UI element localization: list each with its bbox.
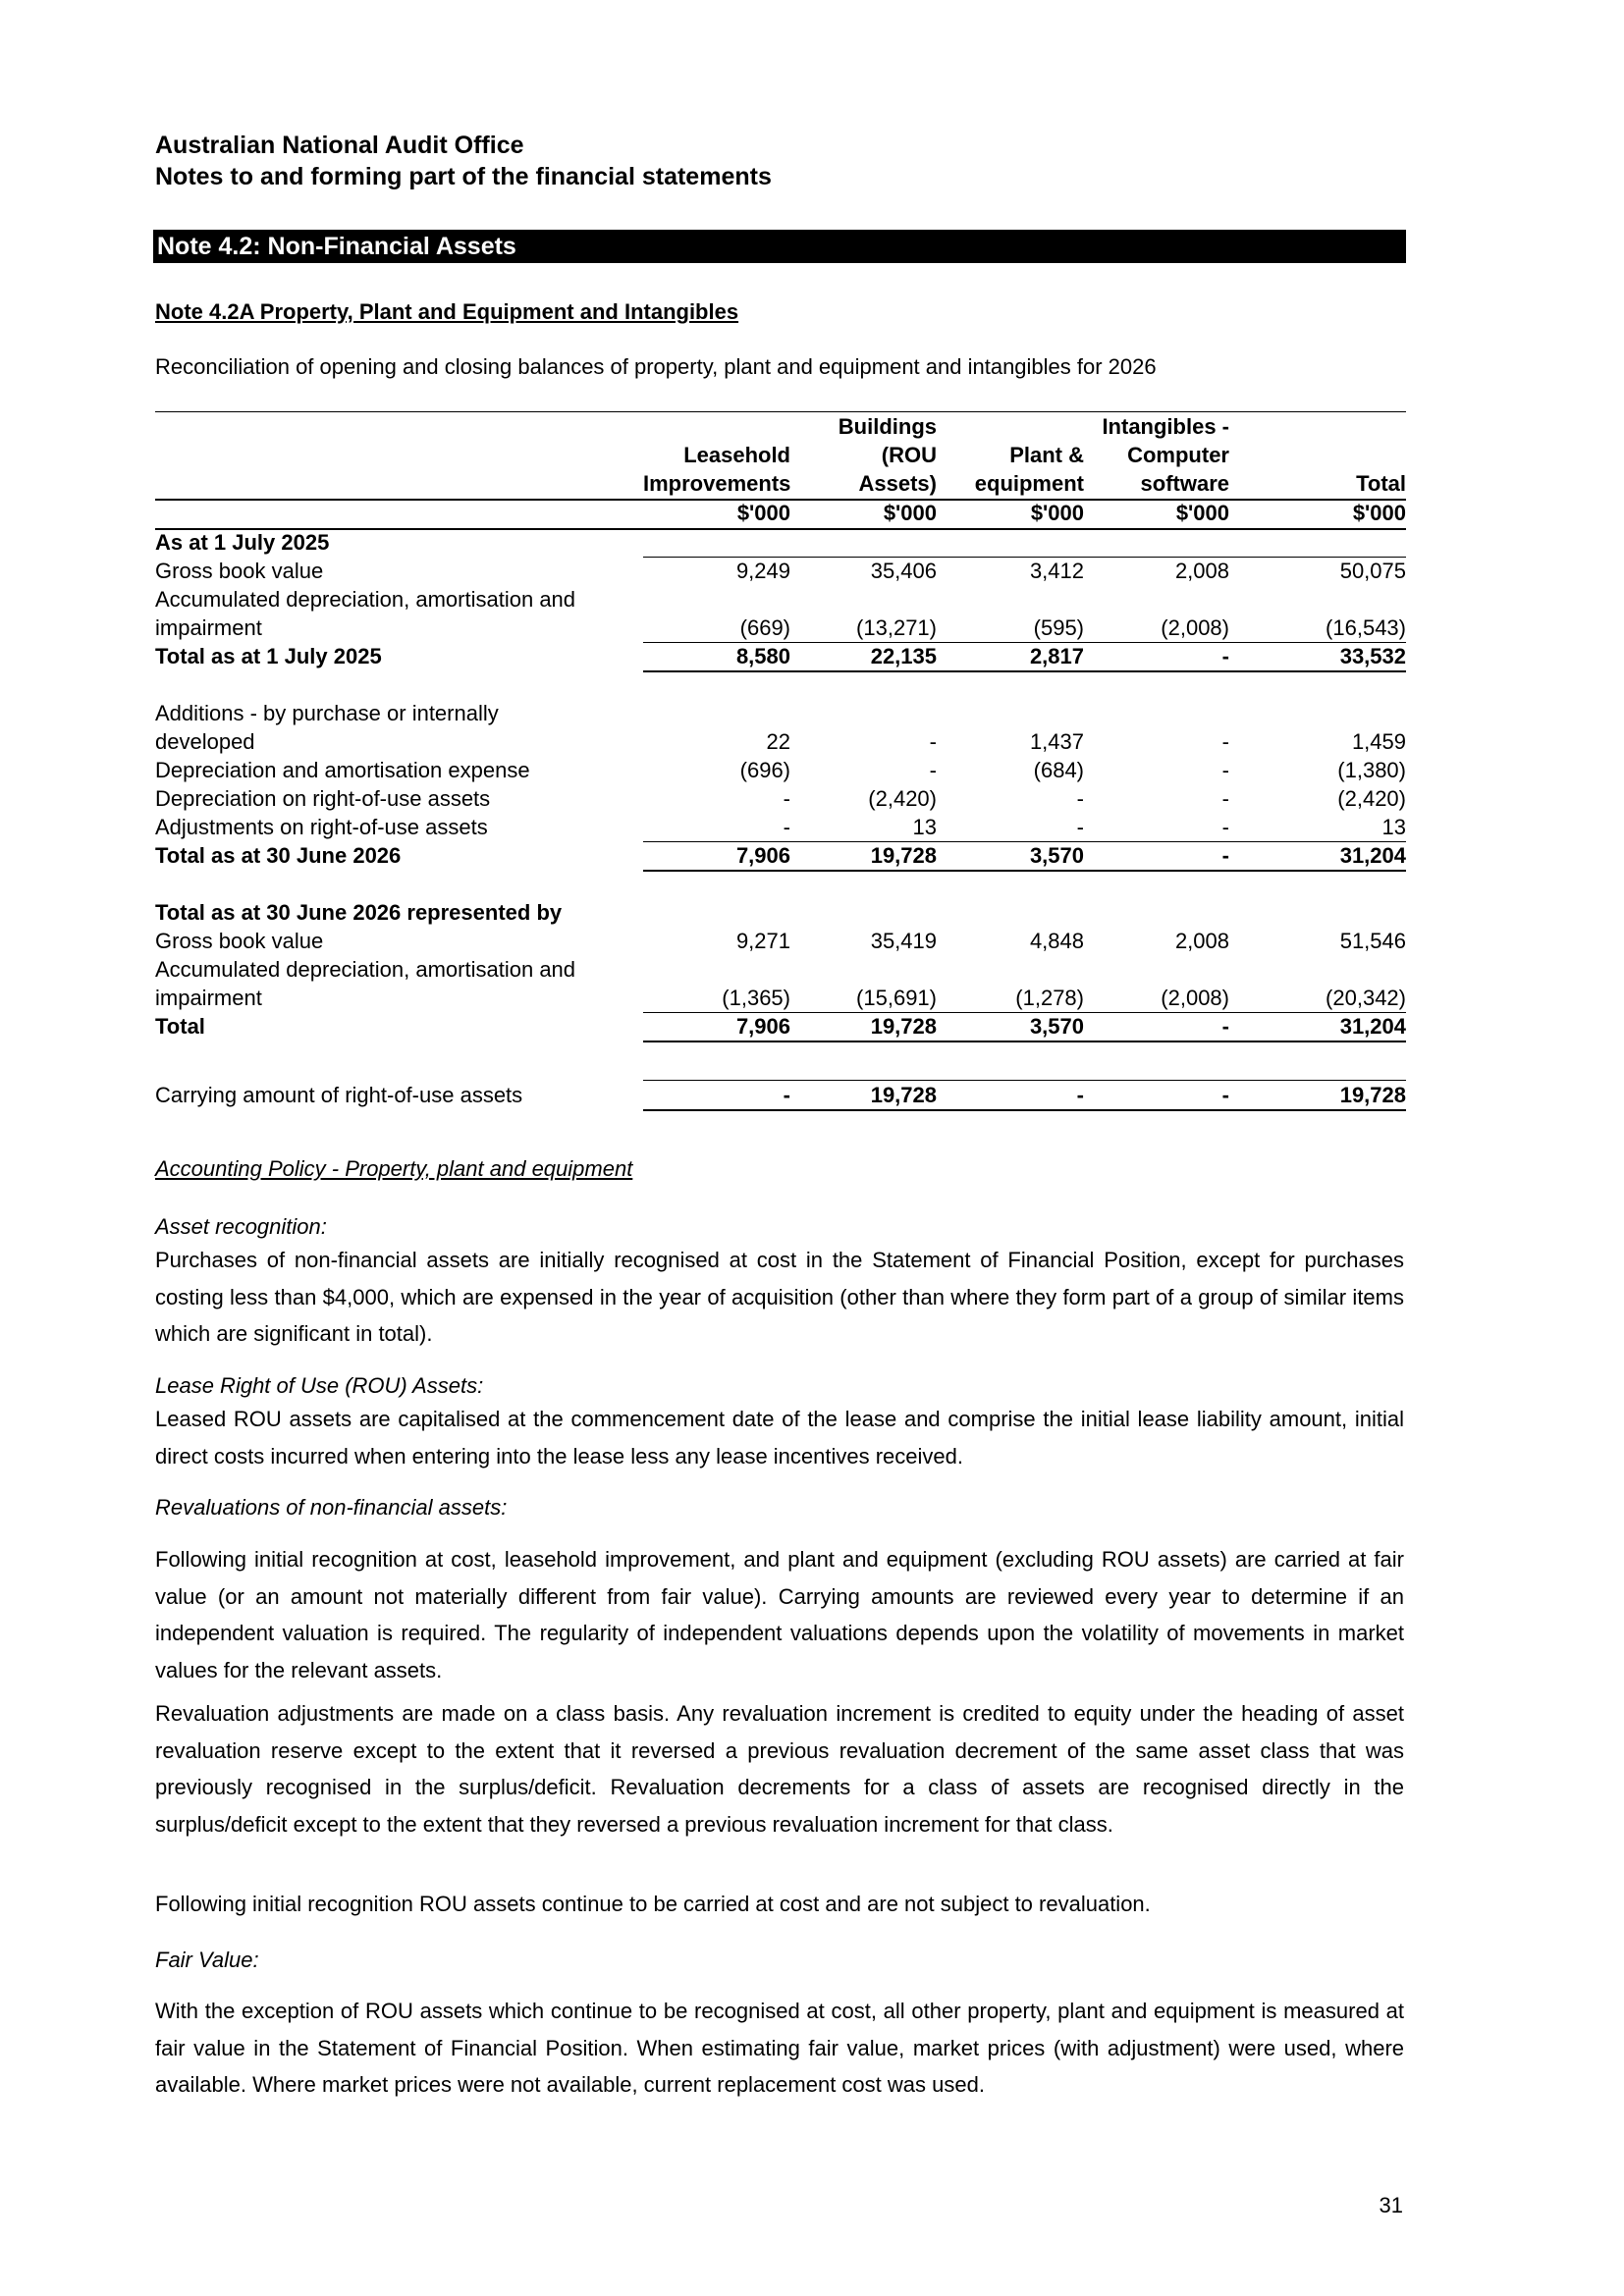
table-cell: 2,008 xyxy=(1174,559,1229,583)
page-number: 31 xyxy=(1379,2193,1403,2217)
table-cell: 35,406 xyxy=(870,559,937,583)
table-cell: (1,365) xyxy=(722,986,790,1010)
column-header-row xyxy=(155,412,1406,441)
table-cell: 2,008 xyxy=(1174,929,1229,953)
table-row xyxy=(155,727,1406,756)
table-cell: 9,271 xyxy=(735,929,790,953)
table-row xyxy=(155,614,1406,642)
table-cell: (20,342) xyxy=(1326,986,1406,1010)
section-title-closing: Total as at 30 June 2026 represented by xyxy=(155,900,563,925)
row-label: Total as at 30 June 2026 xyxy=(155,843,402,868)
intro-text: Reconciliation of opening and closing balances of property, plant and equipment and intangibles for 2026 xyxy=(155,354,1157,379)
column-header-row xyxy=(155,469,1406,498)
table-cell: - xyxy=(1221,1014,1229,1039)
table-row xyxy=(155,813,1406,841)
col-header-intangibles-2: Computer xyxy=(1127,443,1229,467)
row-label: Additions - by purchase or internally xyxy=(155,701,499,725)
col-header-plant-2: Plant & xyxy=(1009,443,1084,467)
table-cell: 19,728 xyxy=(870,843,937,868)
asset-recognition-paragraph: Purchases of non-financial assets are initially recognised at cost in the Statement of Financial Position, except for purchases costing less than $4,000, which are expensed in the year of acquisition (other than where they form part of a group of similar items which are significant in total). xyxy=(155,1248,1404,1346)
table-cell: 3,570 xyxy=(1029,1014,1084,1039)
col-header-intangibles-3: software xyxy=(1140,471,1229,496)
table-cell: 4,848 xyxy=(1029,929,1084,953)
asset-recognition-heading: Asset recognition: xyxy=(155,1214,327,1239)
row-label: developed xyxy=(155,729,255,754)
table-cell: 22,135 xyxy=(870,644,937,668)
col-header-buildings-1: Buildings xyxy=(838,414,937,439)
table-cell: - xyxy=(1221,843,1229,868)
row-label: Accumulated depreciation, amortisation and xyxy=(155,957,576,982)
table-cell: 19,728 xyxy=(870,1014,937,1039)
table-total-row xyxy=(155,841,1406,870)
total-rule xyxy=(643,1109,1406,1111)
fair-value-paragraph: With the exception of ROU assets which continue to be recognised at cost, all other property, plant and equipment is measured at fair value in the Statement of Financial Position. When estimating fair value, market prices (with adjustment) were used, where available. Where market prices were not available, current replacement cost was used. xyxy=(155,1999,1404,2097)
document-subtitle: Notes to and forming part of the financial statements xyxy=(155,163,772,190)
section-title-opening: As at 1 July 2025 xyxy=(155,530,330,555)
table-cell: (595) xyxy=(1033,615,1084,640)
table-cell: 2,817 xyxy=(1029,644,1084,668)
table-cell: 7,906 xyxy=(735,843,790,868)
table-cell: - xyxy=(1221,815,1229,839)
revaluations-paragraph-1: Following initial recognition at cost, leasehold improvement, and plant and equipment (excluding ROU assets) are carried at fair value (or an amount not materially different from fair value). Carrying amounts are reviewed every year to determine if an independent valuation is required. The regularity of independent valuations depends upon the volatility of movements in market values for the relevant assets. xyxy=(155,1547,1404,1682)
table-cell: (1,278) xyxy=(1015,986,1084,1010)
table-cell: - xyxy=(1076,1083,1084,1107)
row-label: Depreciation on right-of-use assets xyxy=(155,786,491,811)
table-cell: (2,008) xyxy=(1161,615,1229,640)
total-rule xyxy=(643,1041,1406,1042)
table-cell: (13,271) xyxy=(856,615,937,640)
table-cell: 22 xyxy=(766,729,790,754)
table-cell: 33,532 xyxy=(1339,644,1406,668)
table-section-title xyxy=(155,528,1406,557)
table-row xyxy=(155,557,1406,585)
table-section-title xyxy=(155,898,1406,927)
table-row xyxy=(155,585,1406,614)
table-cell: - xyxy=(929,729,937,754)
table-cell: - xyxy=(1221,758,1229,782)
table-cell: (2,008) xyxy=(1161,986,1229,1010)
table-cell: 51,546 xyxy=(1339,929,1406,953)
table-cell: - xyxy=(783,1083,790,1107)
table-cell: 13 xyxy=(1381,815,1406,839)
table-row xyxy=(155,756,1406,784)
col-header-buildings-3: Assets) xyxy=(858,471,937,496)
unit-cell: $'000 xyxy=(736,501,790,525)
table-cell: (1,380) xyxy=(1337,758,1406,782)
table-cell: 13 xyxy=(912,815,937,839)
table-row xyxy=(155,699,1406,727)
table-cell: 1,437 xyxy=(1029,729,1084,754)
column-header-row xyxy=(155,441,1406,469)
table-cell: - xyxy=(1221,644,1229,668)
table-cell: 3,412 xyxy=(1029,559,1084,583)
col-header-intangibles-1: Intangibles - xyxy=(1102,414,1229,439)
note-banner: Note 4.2: Non-Financial Assets xyxy=(153,230,1406,263)
row-label: Accumulated depreciation, amortisation and xyxy=(155,587,576,612)
table-cell: (669) xyxy=(739,615,790,640)
table-cell: 19,728 xyxy=(870,1083,937,1107)
table-cell: 31,204 xyxy=(1339,843,1406,868)
table-total-row xyxy=(155,1012,1406,1041)
table-cell: 35,419 xyxy=(870,929,937,953)
revaluations-heading: Revaluations of non-financial assets: xyxy=(155,1495,508,1520)
table-cell: 3,570 xyxy=(1029,843,1084,868)
col-header-total-3: Total xyxy=(1356,471,1406,496)
units-row xyxy=(155,499,1406,527)
unit-cell: $'000 xyxy=(1352,501,1406,525)
col-header-buildings-2: (ROU xyxy=(881,443,937,467)
table-total-row xyxy=(155,642,1406,670)
table-cell: (16,543) xyxy=(1326,615,1406,640)
table-cell: - xyxy=(1076,786,1084,811)
col-header-leasehold-3: Improvements xyxy=(643,471,791,496)
table-cell: 8,580 xyxy=(735,644,790,668)
col-header-leasehold-2: Leasehold xyxy=(683,443,790,467)
row-label: Total as at 1 July 2025 xyxy=(155,644,382,668)
table-row xyxy=(155,984,1406,1012)
row-label: Carrying amount of right-of-use assets xyxy=(155,1083,523,1107)
row-label: Gross book value xyxy=(155,559,324,583)
table-row xyxy=(155,784,1406,813)
organisation-name: Australian National Audit Office xyxy=(155,132,524,159)
table-cell: (2,420) xyxy=(868,786,937,811)
table-cell: - xyxy=(1221,1083,1229,1107)
table-row xyxy=(155,1081,1406,1109)
table-cell: (684) xyxy=(1033,758,1084,782)
table-cell: - xyxy=(1221,786,1229,811)
unit-cell: $'000 xyxy=(883,501,937,525)
table-cell: - xyxy=(1221,729,1229,754)
row-label: impairment xyxy=(155,615,262,640)
table-cell: 19,728 xyxy=(1339,1083,1406,1107)
revaluations-paragraph-2: Revaluation adjustments are made on a class basis. Any revaluation increment is credited to equity under the heading of asset revaluation reserve except to the extent that it reversed a previous revaluation decrement of the same asset class that was previously recognised in the surplus/deficit. Revaluation decrements for a class of assets are recognised directly in the surplus/deficit except to the extent that they reversed a previous revaluation increment for that class. xyxy=(155,1701,1404,1837)
table-row xyxy=(155,927,1406,955)
col-header-plant-3: equipment xyxy=(974,471,1084,496)
table-cell: - xyxy=(783,815,790,839)
rou-heading: Lease Right of Use (ROU) Assets: xyxy=(155,1373,484,1398)
row-label: Gross book value xyxy=(155,929,324,953)
row-label: Depreciation and amortisation expense xyxy=(155,758,530,782)
table-cell: 9,249 xyxy=(735,559,790,583)
total-rule xyxy=(643,670,1406,672)
row-label: Adjustments on right-of-use assets xyxy=(155,815,488,839)
row-label: Total xyxy=(155,1014,205,1039)
table-cell: 7,906 xyxy=(735,1014,790,1039)
table-cell: 1,459 xyxy=(1351,729,1406,754)
total-rule xyxy=(643,870,1406,872)
row-label: impairment xyxy=(155,986,262,1010)
table-cell: - xyxy=(783,786,790,811)
table-row xyxy=(155,955,1406,984)
fair-value-heading: Fair Value: xyxy=(155,1948,259,1972)
policy-title: Accounting Policy - Property, plant and equipment xyxy=(155,1156,633,1181)
table-cell: - xyxy=(1076,815,1084,839)
table-cell: (15,691) xyxy=(856,986,937,1010)
table-cell: (2,420) xyxy=(1337,786,1406,811)
unit-cell: $'000 xyxy=(1175,501,1229,525)
table-cell: 31,204 xyxy=(1339,1014,1406,1039)
revaluations-paragraph-3: Following initial recognition ROU assets continue to be carried at cost and are not subject to revaluation. xyxy=(155,1892,1151,1916)
section-heading: Note 4.2A Property, Plant and Equipment and Intangibles xyxy=(155,299,739,324)
rou-paragraph: Leased ROU assets are capitalised at the commencement date of the lease and comprise the initial lease liability amount, initial direct costs incurred when entering into the lease less any lease incentives received. xyxy=(155,1407,1404,1468)
table-cell: 50,075 xyxy=(1339,559,1406,583)
table-cell: (696) xyxy=(739,758,790,782)
unit-cell: $'000 xyxy=(1030,501,1084,525)
table-cell: - xyxy=(929,758,937,782)
